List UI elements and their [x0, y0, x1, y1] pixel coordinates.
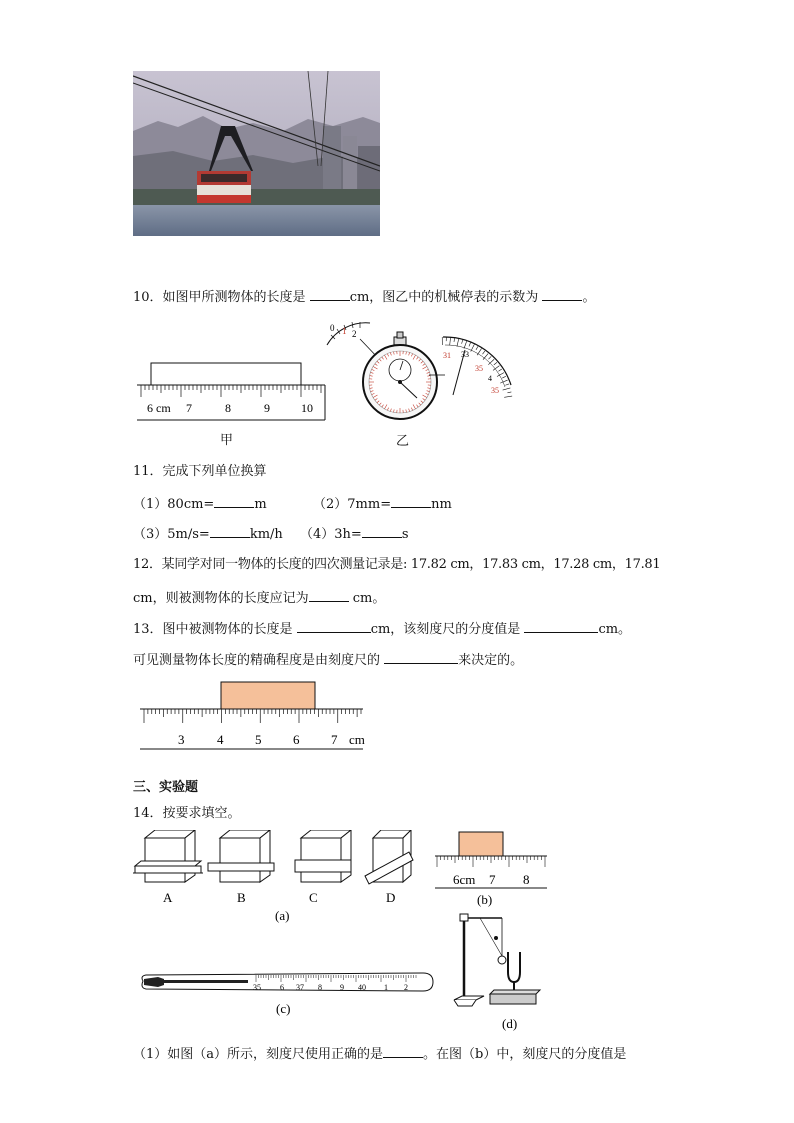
- q13-blank-2[interactable]: [524, 619, 598, 633]
- dial-small-label: 0: [330, 323, 335, 333]
- ruler-jia-tick-label: 9: [264, 401, 270, 415]
- fig-a-label: D: [386, 890, 396, 905]
- q13-text-5: 来决定的。: [458, 653, 524, 668]
- dial-tick: [493, 366, 499, 371]
- fig-c-tick-label: 40: [358, 983, 366, 992]
- dial-tick: [454, 338, 455, 342]
- fig-c-tick-label: 6: [280, 983, 284, 992]
- fig-c-caption: (c): [276, 1001, 291, 1016]
- q10-text: [133, 287, 595, 307]
- figure-d-tuning-fork: [450, 910, 545, 1035]
- q11-blank-1[interactable]: [214, 494, 254, 508]
- dial-tick: [464, 341, 467, 349]
- ruler13-tick-label: 4: [217, 732, 224, 747]
- fig-a-option-d: [365, 830, 413, 884]
- dial-tick: [476, 346, 478, 349]
- q12-unit: cm。: [352, 591, 386, 606]
- fig-d-caption: (d): [502, 1016, 518, 1031]
- dial-tick: [483, 351, 485, 354]
- dial-tick: [457, 339, 459, 347]
- fig-c-tick-label: 35: [253, 983, 261, 992]
- dial-tick: [488, 356, 491, 359]
- q11-p1-text: （1）80cm=: [133, 497, 215, 512]
- q11-title: 11．完成下列单位换算: [133, 464, 267, 479]
- fig-a-caption: (a): [275, 908, 290, 923]
- figure-yi-caption: 乙: [396, 434, 410, 449]
- fig-b-tick-label: 8: [523, 872, 530, 887]
- dial-tick: [498, 369, 501, 371]
- dial-small-label: 1: [342, 326, 347, 336]
- q10-blank-1[interactable]: [310, 287, 350, 301]
- q10-text-1: 如图甲所测物体的长度是: [162, 290, 306, 305]
- ruler13-unit: cm: [349, 732, 365, 747]
- fig-a-option-b: [208, 830, 274, 882]
- q11-p1-unit: m: [254, 497, 267, 512]
- ruler-jia-tick-label: 7: [186, 401, 192, 415]
- figure-jia-caption: 甲: [220, 433, 234, 448]
- fig-a-option-c: [295, 830, 351, 882]
- dial-large-label: 4: [488, 374, 492, 383]
- dial-tick: [502, 376, 506, 378]
- q11-p3-text: （3）5m/s=: [133, 527, 210, 542]
- dial-tick: [504, 396, 512, 397]
- q14-1-text-2: 。在图（b）中，刻度尺的分度值是: [423, 1047, 627, 1062]
- fig-a-option-a: [133, 830, 203, 882]
- q13-text-3: cm。: [598, 622, 632, 637]
- dial-tick: [500, 380, 507, 383]
- q13-line-1: [133, 619, 631, 639]
- q11-blank-2[interactable]: [391, 494, 431, 508]
- q11-p3-unit: km/h: [249, 527, 283, 542]
- fig-b-tick-label: 6cm: [453, 872, 476, 887]
- dial-tick: [450, 337, 451, 345]
- q14-1-text-1: （1）如图（a）所示，刻度尺使用正确的是: [133, 1047, 384, 1062]
- fig-a-label: A: [163, 890, 173, 905]
- q10-text-3: 。: [582, 290, 596, 305]
- ruler13-tick-label: 7: [331, 732, 338, 747]
- dial-large-label: 31: [443, 351, 451, 360]
- figure-b-ruler: [435, 830, 550, 910]
- q13-text-4: 可见测量物体长度的精确程度是由刻度尺的: [133, 653, 381, 668]
- ruler-jia-tick-label: 6 cm: [147, 401, 171, 415]
- figure-jia-ruler: [135, 360, 330, 425]
- q10-blank-2[interactable]: [542, 287, 582, 301]
- figure-c-thermometer: [138, 965, 438, 1020]
- ruler13-tick-label: 6: [293, 732, 300, 747]
- q11-p4-unit: s: [401, 527, 409, 542]
- ruler-jia-tick-label: 8: [225, 401, 231, 415]
- q11-row-2b: [300, 524, 408, 544]
- dial-tick: [497, 373, 504, 377]
- dial-tick: [503, 388, 511, 390]
- ruler13-tick-label: 5: [255, 732, 262, 747]
- q11-row-1b: [313, 494, 452, 514]
- q13-text-1: 13．图中被测物体的长度是: [133, 622, 293, 637]
- q14-title: 14．按要求填空。: [133, 806, 241, 821]
- figure-yi-stopwatch: [325, 315, 515, 425]
- dial-large-label: 35: [475, 364, 483, 373]
- q12-blank[interactable]: [309, 588, 349, 602]
- q11-p2-text: （2）7mm=: [313, 497, 392, 512]
- q13-blank-3[interactable]: [384, 650, 458, 664]
- fig-b-caption: (b): [477, 892, 493, 907]
- dial-tick: [507, 392, 511, 393]
- fig-a-label: C: [309, 890, 318, 905]
- q14-blank-1[interactable]: [383, 1044, 423, 1058]
- fig-c-tick-label: 2: [404, 983, 408, 992]
- q11-row-1: [133, 494, 267, 514]
- dial-tick: [462, 340, 463, 344]
- fig-c-tick-label: 37: [296, 983, 304, 992]
- q10-text-2: cm，图乙中的机械停表的示数为: [349, 290, 539, 305]
- q11-blank-3[interactable]: [210, 524, 250, 538]
- q12-line-1: 12．某同学对同一物体的长度的四次测量记录是: 17.82 cm，17.83 cm，17.28 cm，17.81: [133, 557, 661, 572]
- fig-a-label: B: [237, 890, 246, 905]
- fig-c-tick-label: 1: [384, 983, 388, 992]
- q11-p2-unit: nm: [431, 497, 452, 512]
- q11-blank-4[interactable]: [362, 524, 402, 538]
- q13-line-2: [133, 650, 523, 670]
- q13-ruler-figure: [135, 680, 375, 755]
- figure-a-ruler-usage: [133, 830, 438, 925]
- q14-part-1: [133, 1044, 626, 1064]
- ruler13-tick-label: 3: [178, 732, 185, 747]
- fig-c-tick-label: 8: [318, 983, 322, 992]
- section-3-title: 三、实验题: [133, 780, 199, 795]
- q10-label: 10．: [133, 290, 163, 305]
- dial-small-label: 2: [352, 329, 357, 339]
- q13-blank-1[interactable]: [297, 619, 371, 633]
- q11-row-2: [133, 524, 283, 544]
- dial-tick: [494, 362, 497, 365]
- cable-car-photo: [133, 71, 380, 236]
- ruler-jia-tick-label: 10: [301, 401, 313, 415]
- dial-tick: [469, 343, 471, 347]
- dial-large-label: 33: [461, 350, 469, 359]
- q13-text-2: cm，该刻度尺的分度值是: [370, 622, 521, 637]
- fig-b-tick-label: 7: [489, 872, 496, 887]
- dial-tick: [505, 384, 509, 385]
- q12-line-2: [133, 588, 385, 608]
- dial-large-label: 35: [491, 386, 499, 395]
- fig-c-tick-label: 9: [340, 983, 344, 992]
- q12-text: cm，则被测物体的长度应记为: [133, 591, 309, 606]
- q11-p4-text: （4）3h=: [300, 527, 362, 542]
